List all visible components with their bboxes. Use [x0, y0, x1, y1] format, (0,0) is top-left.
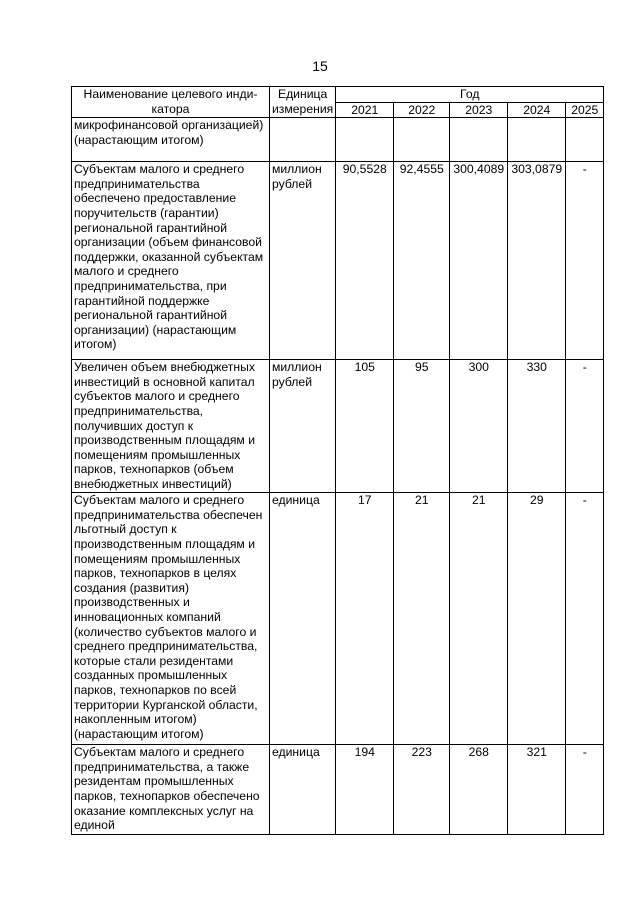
indicator-name: Субъектам малого и среднего предпринимательства обеспечен льготный доступ к производственным площадям и помещениям промышленных парков, технопарков в целях создания (развития) производственных и инновационных компаний (количество субъектов малого и среднего предпринимательства, которые стали резидентами созданных промышленных парков, технопарков по всей территории Курганской области, накопленным итогом) (нарастающим итогом)	[72, 493, 270, 745]
header-name-col: Наименование целевого инди-катора	[72, 87, 270, 118]
value-2021: 17	[336, 493, 394, 745]
value-2025: -	[566, 360, 604, 493]
indicator-unit: единица	[270, 745, 336, 835]
value-2022: 223	[394, 745, 450, 835]
indicator-unit: миллион рублей	[270, 360, 336, 493]
header-year-2021: 2021	[336, 102, 394, 118]
value-2021: 90,5528	[336, 162, 394, 360]
value-2024: 303,0879	[508, 162, 566, 360]
header-unit-col: Единица измерения	[270, 87, 336, 118]
table-row	[72, 360, 604, 493]
table-row	[72, 118, 604, 162]
indicators-table	[71, 86, 604, 835]
indicator-name: микрофинансовой организацией) (нарастающим итогом)	[72, 118, 270, 162]
value-2023: 300	[450, 360, 508, 493]
value-2024: 330	[508, 360, 566, 493]
value-2022	[394, 118, 450, 162]
header-year-2024: 2024	[508, 102, 566, 118]
value-2021	[336, 118, 394, 162]
value-2025	[566, 118, 604, 162]
table-row	[72, 162, 604, 360]
value-2024: 321	[508, 745, 566, 835]
value-2022: 92,4555	[394, 162, 450, 360]
indicator-name: Увеличен объем внебюджетных инвестиций в основной капитал субъектов малого и среднего предпринимательства, получивших доступ к производственным площадям и помещениям промышленных парков, технопарков (объем внебюджетных инвестиций)	[72, 360, 270, 493]
value-2021: 194	[336, 745, 394, 835]
header-year-2025: 2025	[566, 102, 604, 118]
value-2022: 95	[394, 360, 450, 493]
value-2025: -	[566, 745, 604, 835]
header-year-group: Год	[336, 87, 604, 103]
page-number: 15	[312, 58, 328, 74]
value-2024: 29	[508, 493, 566, 745]
value-2024	[508, 118, 566, 162]
table-row	[72, 745, 604, 835]
value-2022: 21	[394, 493, 450, 745]
value-2025: -	[566, 162, 604, 360]
value-2023: 268	[450, 745, 508, 835]
indicator-name: Субъектам малого и среднего предпринимательства обеспечено предоставление поручительств (гарантии) региональной гарантийной организации (объем финансовой поддержки, оказанной субъектам малого и среднего предпринимательства, при гарантийной поддержке региональной гарантийной организации) (нарастающим итогом)	[72, 162, 270, 360]
indicator-name: Субъектам малого и среднего предпринимательства, а также резидентам промышленных парков, технопарков обеспечено оказание комплексных услуг на единой	[72, 745, 270, 835]
value-2021: 105	[336, 360, 394, 493]
indicator-unit: миллион рублей	[270, 162, 336, 360]
header-year-2023: 2023	[450, 102, 508, 118]
value-2023: 21	[450, 493, 508, 745]
header-year-2022: 2022	[394, 102, 450, 118]
indicator-unit: единица	[270, 493, 336, 745]
indicator-unit	[270, 118, 336, 162]
table-row	[72, 493, 604, 745]
value-2025: -	[566, 493, 604, 745]
value-2023	[450, 118, 508, 162]
value-2023: 300,4089	[450, 162, 508, 360]
